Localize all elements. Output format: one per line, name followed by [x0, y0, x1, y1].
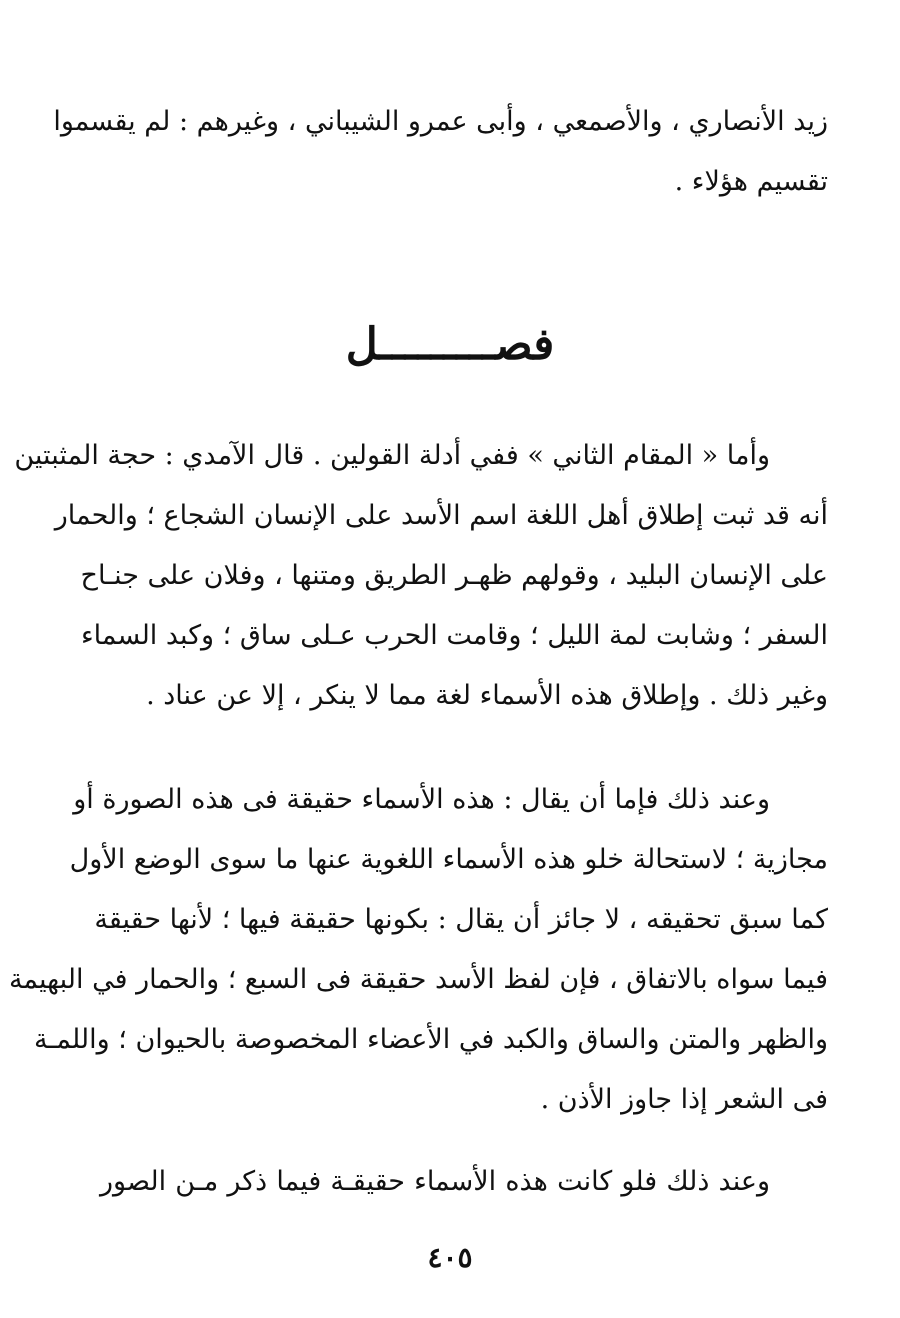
- text-line: كما سبق تحقيقه ، لا جائز أن يقال : بكونها حقيقة فيها ؛ لأنها حقيقة: [94, 904, 828, 935]
- page-number: ٤٠٥: [427, 1241, 473, 1274]
- text-line: وعند ذلك فإما أن يقال : هذه الأسماء حقيقة فى هذه الصورة أو: [73, 784, 770, 815]
- text-line: زيد الأنصاري ، والأصمعي ، وأبى عمرو الشيباني ، وغيرهم : لم يقسموا: [53, 106, 828, 137]
- section-heading: فصـــــــــل: [345, 319, 555, 370]
- text-line: وأما « المقام الثاني » ففي أدلة القولين . قال الآمدي : حجة المثبتين: [14, 440, 770, 471]
- text-line: والظهر والمتن والساق والكبد في الأعضاء المخصوصة بالحيوان ؛ واللمـة: [34, 1024, 828, 1055]
- text-line: وغير ذلك . وإطلاق هذه الأسماء لغة مما لا ينكر ، إلا عن عناد .: [146, 680, 828, 711]
- text-line: أنه قد ثبت إطلاق أهل اللغة اسم الأسد على الإنسان الشجاع ؛ والحمار: [54, 500, 828, 531]
- text-line: السفر ؛ وشابت لمة الليل ؛ وقامت الحرب عـلى ساق ؛ وكبد السماء: [80, 620, 828, 651]
- text-line: مجازية ؛ لاستحالة خلو هذه الأسماء اللغوية عنها ما سوى الوضع الأول: [69, 844, 828, 875]
- text-line: على الإنسان البليد ، وقولهم ظهـر الطريق ومتنها ، وفلان على جنـاح: [80, 560, 828, 591]
- paragraph-2: [8, 770, 828, 1130]
- paragraph-3: [100, 1152, 828, 1212]
- paragraph-1: [14, 426, 828, 726]
- text-line: تقسيم هؤلاء .: [674, 166, 828, 197]
- intro-paragraph: [53, 92, 828, 212]
- text-line: فيما سواه بالاتفاق ، فإن لفظ الأسد حقيقة فى السبع ؛ والحمار في البهيمة: [8, 964, 828, 995]
- text-line: فى الشعر إذا جاوز الأذن .: [540, 1084, 828, 1115]
- text-line: وعند ذلك فلو كانت هذه الأسماء حقيقـة فيما ذكر مـن الصور: [100, 1166, 770, 1197]
